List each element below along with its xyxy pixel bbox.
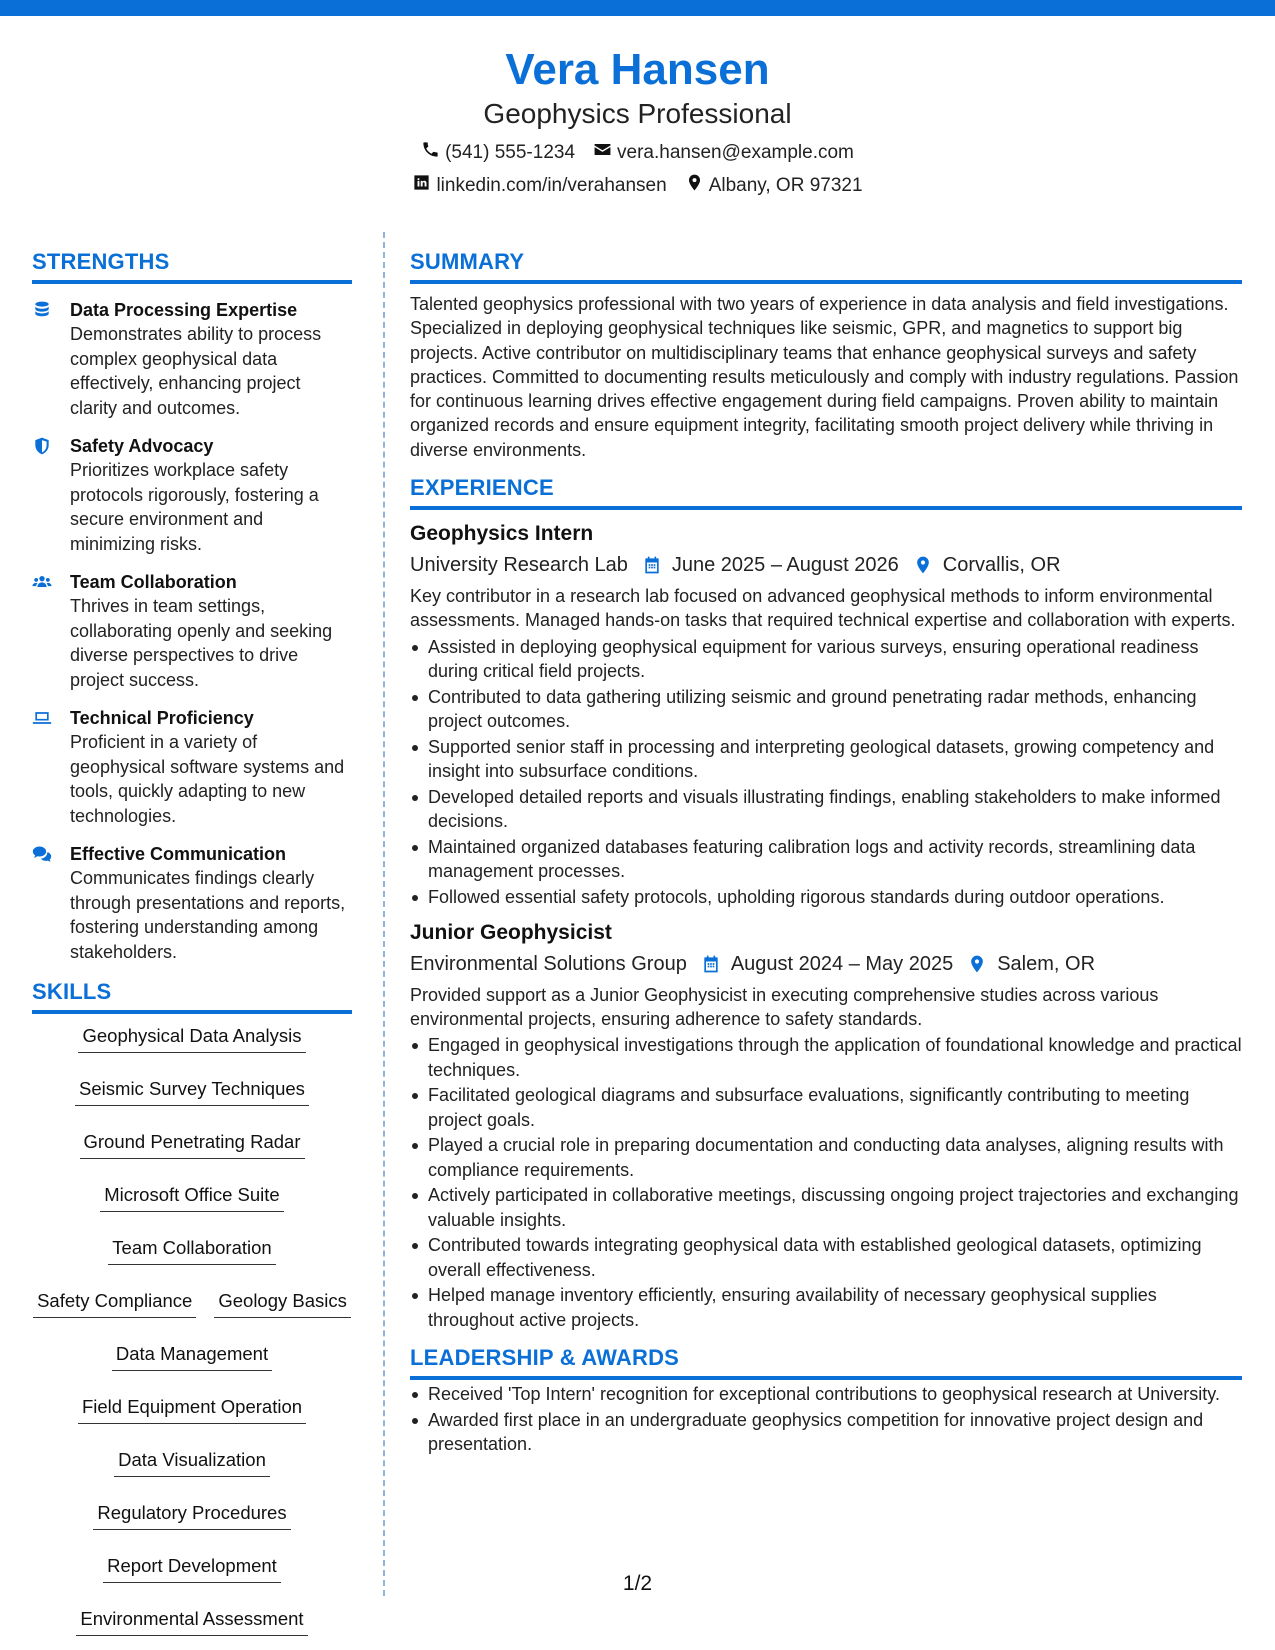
strength-item	[32, 298, 352, 420]
strength-title: Safety Advocacy	[70, 436, 214, 456]
comments-icon	[32, 842, 56, 964]
strength-item	[32, 570, 352, 692]
award-item: Awarded first place in an undergraduate geophysics competition for innovative project design and presentation.	[410, 1408, 1242, 1457]
contact-location	[685, 173, 863, 199]
job-bullet: Followed essential safety protocols, upholding rigorous standards during outdoor operations.	[410, 885, 1242, 909]
contact-row-1	[0, 140, 1275, 166]
job-dates: August 2024 – May 2025	[730, 952, 954, 975]
skill-tag: Data Visualization	[114, 1446, 270, 1477]
email-link[interactable]: vera.hansen@example.com	[617, 142, 854, 163]
strengths-heading: STRENGTHS	[32, 248, 352, 284]
resume-header	[0, 42, 1275, 199]
calendar-icon	[701, 954, 721, 974]
job-location: Corvallis, OR	[942, 554, 1061, 577]
laptop-icon	[32, 706, 56, 828]
skill-tag: Environmental Assessment	[76, 1605, 307, 1636]
experience-section	[410, 474, 1242, 1332]
job-bullet: Assisted in deploying geophysical equipment for various surveys, ensuring operational readiness during critical field projects.	[410, 635, 1242, 684]
page-number: 1/2	[622, 1572, 653, 1595]
job-title: Junior Geophysicist	[410, 920, 612, 944]
strength-title: Technical Proficiency	[70, 708, 254, 728]
skill-tag: Microsoft Office Suite	[100, 1181, 283, 1212]
skill-tag: Field Equipment Operation	[78, 1393, 306, 1424]
strength-title: Data Processing Expertise	[70, 300, 298, 320]
skills-list	[32, 1022, 352, 1636]
left-column	[32, 248, 352, 1636]
map-marker-icon	[685, 173, 704, 199]
skill-tag: Seismic Survey Techniques	[75, 1075, 309, 1106]
award-item: Received 'Top Intern' recognition for exceptional contributions to geophysical research at University.	[410, 1382, 1242, 1406]
contact-row-2	[0, 173, 1275, 199]
linkedin-icon	[412, 173, 431, 199]
shield-icon	[32, 434, 56, 556]
skill-tag: Geophysical Data Analysis	[78, 1022, 305, 1053]
job-bullet: Contributed to data gathering utilizing seismic and ground penetrating radar methods, enhancing project outcomes.	[410, 685, 1242, 734]
job-bullet: Maintained organized databases featuring calibration logs and activity records, streamlining data management processes.	[410, 835, 1242, 884]
linkedin-link[interactable]: linkedin.com/in/verahansen	[436, 175, 667, 196]
contact-email[interactable]	[593, 140, 854, 166]
contact-phone	[421, 140, 575, 166]
strength-desc: Proficient in a variety of geophysical software systems and tools, quickly adapting to new technologies.	[70, 732, 345, 826]
strength-title: Team Collaboration	[70, 572, 237, 592]
database-icon	[32, 298, 56, 420]
job-company: University Research Lab	[410, 554, 628, 577]
candidate-name: Vera Hansen	[505, 45, 770, 94]
strengths-list	[32, 298, 352, 964]
leadership-heading: LEADERSHIP & AWARDS	[410, 1344, 1242, 1380]
strength-item	[32, 434, 352, 556]
job-entry	[410, 919, 1242, 1332]
job-bullet: Supported senior staff in processing and interpreting geological datasets, growing competency and insight into subsurface conditions.	[410, 735, 1242, 784]
strength-desc: Prioritizes workplace safety protocols rigorously, fostering a secure environment and minimizing risks.	[70, 460, 319, 554]
skill-tag: Team Collaboration	[108, 1234, 275, 1265]
experience-heading: EXPERIENCE	[410, 474, 1242, 510]
job-bullets	[410, 635, 1242, 909]
job-bullet: Contributed towards integrating geophysical data with established geological datasets, optimizing overall effectiveness.	[410, 1233, 1242, 1282]
skill-tag: Safety Compliance	[33, 1287, 196, 1318]
job-dates: June 2025 – August 2026	[671, 554, 899, 577]
calendar-icon	[642, 555, 662, 575]
job-meta	[410, 550, 1242, 580]
skills-heading: SKILLS	[32, 978, 352, 1014]
strength-desc: Demonstrates ability to process complex geophysical data effectively, enhancing project clarity and outcomes.	[70, 324, 322, 418]
leadership-section	[410, 1344, 1242, 1456]
phone-text: (541) 555-1234	[445, 142, 576, 163]
job-company: Environmental Solutions Group	[410, 952, 687, 975]
leadership-list	[410, 1382, 1242, 1456]
summary-text: Talented geophysics professional with two years of experience in data analysis and field investigations. Specialized in deploying geophysical techniques like seismic, GPR, and magnetics to support big projects. Active contributor on multidisciplinary teams that enhance geophysical surveys and safety practices. Committed to documenting results meticulously and comply with industry regulations. Passion for continuous learning drives effective engagement during field campaigns. Proven ability to maintain organized records and ensure equipment integrity, facilitating smooth project delivery while thriving in diverse environments.	[410, 294, 1239, 460]
map-marker-icon	[967, 954, 987, 974]
job-bullet: Played a crucial role in preparing documentation and conducting data analyses, aligning results with compliance requirements.	[410, 1133, 1242, 1182]
top-accent-bar	[0, 0, 1275, 16]
job-title: Geophysics Intern	[410, 522, 594, 546]
job-bullet: Facilitated geological diagrams and subsurface evaluations, significantly contributing to meeting project goals.	[410, 1083, 1242, 1132]
phone-icon	[421, 140, 440, 166]
summary-heading: SUMMARY	[410, 248, 1242, 284]
job-location: Salem, OR	[997, 952, 1096, 975]
job-bullet: Actively participated in collaborative meetings, discussing ongoing project trajectories and exchanging valuable insights.	[410, 1183, 1242, 1232]
map-marker-icon	[913, 555, 933, 575]
skill-tag: Geology Basics	[214, 1287, 351, 1318]
envelope-icon	[593, 140, 612, 166]
users-icon	[32, 570, 56, 692]
right-column	[410, 248, 1242, 1458]
strength-item	[32, 706, 352, 828]
skill-tag: Regulatory Procedures	[93, 1499, 290, 1530]
skill-tag: Report Development	[103, 1552, 281, 1583]
job-bullets	[410, 1033, 1242, 1332]
strength-desc: Communicates findings clearly through presentations and reports, fostering understanding among stakeholders.	[70, 868, 346, 962]
strength-item	[32, 842, 352, 964]
skills-section	[32, 978, 352, 1636]
skill-tag: Data Management	[112, 1340, 272, 1371]
contact-linkedin[interactable]	[412, 173, 666, 199]
job-bullet: Developed detailed reports and visuals illustrating findings, enabling stakeholders to make informed decisions.	[410, 785, 1242, 834]
column-divider	[383, 232, 385, 1596]
job-entry	[410, 520, 1242, 909]
location-text: Albany, OR 97321	[708, 175, 863, 196]
job-meta	[410, 949, 1242, 979]
job-bullet: Engaged in geophysical investigations through the application of foundational knowledge and practical techniques.	[410, 1033, 1242, 1082]
job-description: Provided support as a Junior Geophysicist in executing comprehensive studies across various environmental projects, ensuring adherence to safety standards.	[410, 984, 1159, 1030]
job-description: Key contributor in a research lab focused on advanced geophysical methods to inform environmental assessments. Managed hands-on tasks that required technical expertise and collaboration with experts.	[410, 586, 1236, 631]
strength-title: Effective Communication	[70, 844, 287, 864]
candidate-title: Geophysics Professional	[483, 98, 792, 129]
strength-desc: Thrives in team settings, collaborating openly and seeking diverse perspectives to drive project success.	[70, 596, 333, 690]
skill-tag: Ground Penetrating Radar	[80, 1128, 305, 1159]
job-bullet: Helped manage inventory efficiently, ensuring availability of necessary geophysical supplies throughout active projects.	[410, 1283, 1242, 1332]
